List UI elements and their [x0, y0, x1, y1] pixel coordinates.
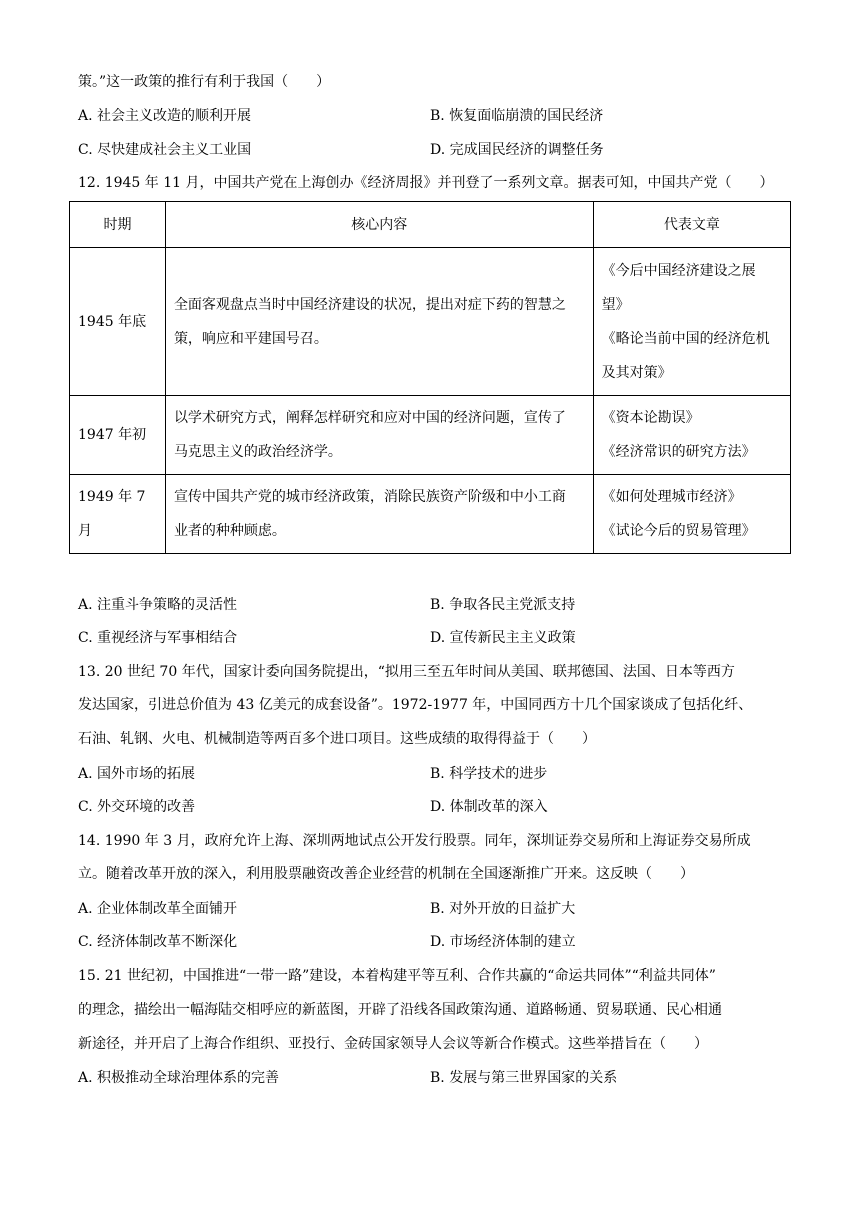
q12-table — [69, 201, 791, 554]
q13-option-a: A. 国外市场的拓展 — [78, 766, 196, 782]
q12-stem: 12. 1945 年 11 月，中国共产党在上海创办《经济周报》并刊登了一系列文章。据表可知，中国共产党（ ） — [78, 175, 774, 191]
article-line: 《今后中国经济建设之展 — [601, 262, 756, 279]
q15-option-a: A. 积极推动全球治理体系的完善 — [78, 1070, 280, 1086]
q11-option-b: B. 恢复面临崩溃的国民经济 — [430, 108, 604, 124]
article-line: 望》 — [601, 296, 630, 313]
cell-period: 1945 年底 — [70, 248, 166, 396]
q15-stem-line: 的理念，描绘出一幅海陆交相呼应的新蓝图，开辟了沿线各国政策沟通、道路畅通、贸易联通、民心相通 — [78, 1002, 722, 1018]
q15-option-b: B. 发展与第三世界国家的关系 — [430, 1070, 618, 1086]
core-line: 全面客观盘点当时中国经济建设的状况，提出对症下药的智慧之 — [173, 296, 566, 313]
cell-articles — [593, 396, 790, 475]
core-line: 宣传中国共产党的城市经济政策，消除民族资产阶级和中小工商 — [173, 489, 566, 505]
q14-option-c: C. 经济体制改革不断深化 — [78, 934, 238, 950]
q12-option-c: C. 重视经济与军事相结合 — [78, 630, 238, 646]
table-row — [70, 248, 791, 396]
table-row — [70, 475, 791, 554]
q15-stem-line: 新途径，并开启了上海合作组织、亚投行、金砖国家领导人会议等新合作模式。这些举措旨在（ ） — [78, 1036, 708, 1052]
core-line: 策，响应和平建国号召。 — [173, 330, 328, 347]
q12-option-a: A. 注重斗争策略的灵活性 — [78, 597, 238, 613]
q14-option-b: B. 对外开放的日益扩大 — [430, 901, 576, 917]
article-line: 及其对策》 — [601, 364, 672, 381]
table-header-row — [70, 202, 791, 248]
q14-option-a: A. 企业体制改革全面铺开 — [78, 901, 238, 917]
period-line: 1949 年 7 — [78, 489, 146, 505]
article-line: 《略论当前中国的经济危机 — [601, 330, 770, 347]
core-line: 业者的种种顾虑。 — [173, 523, 286, 539]
header-core: 核心内容 — [165, 202, 593, 248]
q11-option-c: C. 尽快建成社会主义工业国 — [78, 142, 252, 158]
article-line: 《如何处理城市经济》 — [601, 489, 742, 505]
q11-option-a: A. 社会主义改造的顺利开展 — [78, 108, 252, 124]
article-line: 《资本论勘误》 — [601, 410, 700, 426]
q11-stem-tail: 策。”这一政策的推行有利于我国（ ） — [78, 74, 331, 90]
q14-stem-line: 14. 1990 年 3 月，政府允许上海、深圳两地试点公开发行股票。同年，深圳证券交易所和上海证券交易所成 — [78, 833, 751, 849]
q13-option-d: D. 体制改革的深入 — [430, 799, 548, 815]
q13-option-c: C. 外交环境的改善 — [78, 799, 196, 815]
q12-option-b: B. 争取各民主党派支持 — [430, 597, 576, 613]
q13-stem-line: 石油、轧钢、火电、机械制造等两百多个进口项目。这些成绩的取得得益于（ ） — [78, 731, 596, 747]
period-line: 月 — [78, 523, 92, 539]
q11-option-d: D. 完成国民经济的调整任务 — [430, 142, 604, 158]
header-period: 时期 — [70, 202, 166, 248]
q14-stem-line: 立。随着改革开放的深入，利用股票融资改善企业经营的机制在全国逐渐推广开来。这反映（ ） — [78, 866, 694, 882]
q13-stem-line: 发达国家，引进总价值为 43 亿美元的成套设备”。1972-1977 年，中国同西方十几个国家谈成了包括化纤、 — [78, 697, 753, 713]
table-row — [70, 396, 791, 475]
core-line: 马克思主义的政治经济学。 — [173, 444, 342, 460]
q13-option-b: B. 科学技术的进步 — [430, 766, 548, 782]
cell-articles — [593, 248, 790, 396]
q12-option-d: D. 宣传新民主主义政策 — [430, 630, 576, 646]
q13-stem-line: 13. 20 世纪 70 年代，国家计委向国务院提出，“拟用三至五年时间从美国、联邦德国、法国、日本等西方 — [78, 664, 735, 680]
cell-core — [165, 248, 593, 396]
cell-period — [70, 475, 166, 554]
cell-period: 1947 年初 — [70, 396, 166, 475]
q15-stem-line: 15. 21 世纪初，中国推进“一带一路”建设，本着构建平等互利、合作共赢的“命运共同体”“利益共同体” — [78, 968, 716, 984]
q14-option-d: D. 市场经济体制的建立 — [430, 934, 576, 950]
article-line: 《经济常识的研究方法》 — [601, 444, 756, 460]
article-line: 《试论今后的贸易管理》 — [601, 523, 756, 539]
cell-articles — [593, 475, 790, 554]
core-line: 以学术研究方式，阐释怎样研究和应对中国的经济问题，宣传了 — [173, 410, 566, 426]
cell-core — [165, 475, 593, 554]
header-articles: 代表文章 — [593, 202, 790, 248]
cell-core — [165, 396, 593, 475]
